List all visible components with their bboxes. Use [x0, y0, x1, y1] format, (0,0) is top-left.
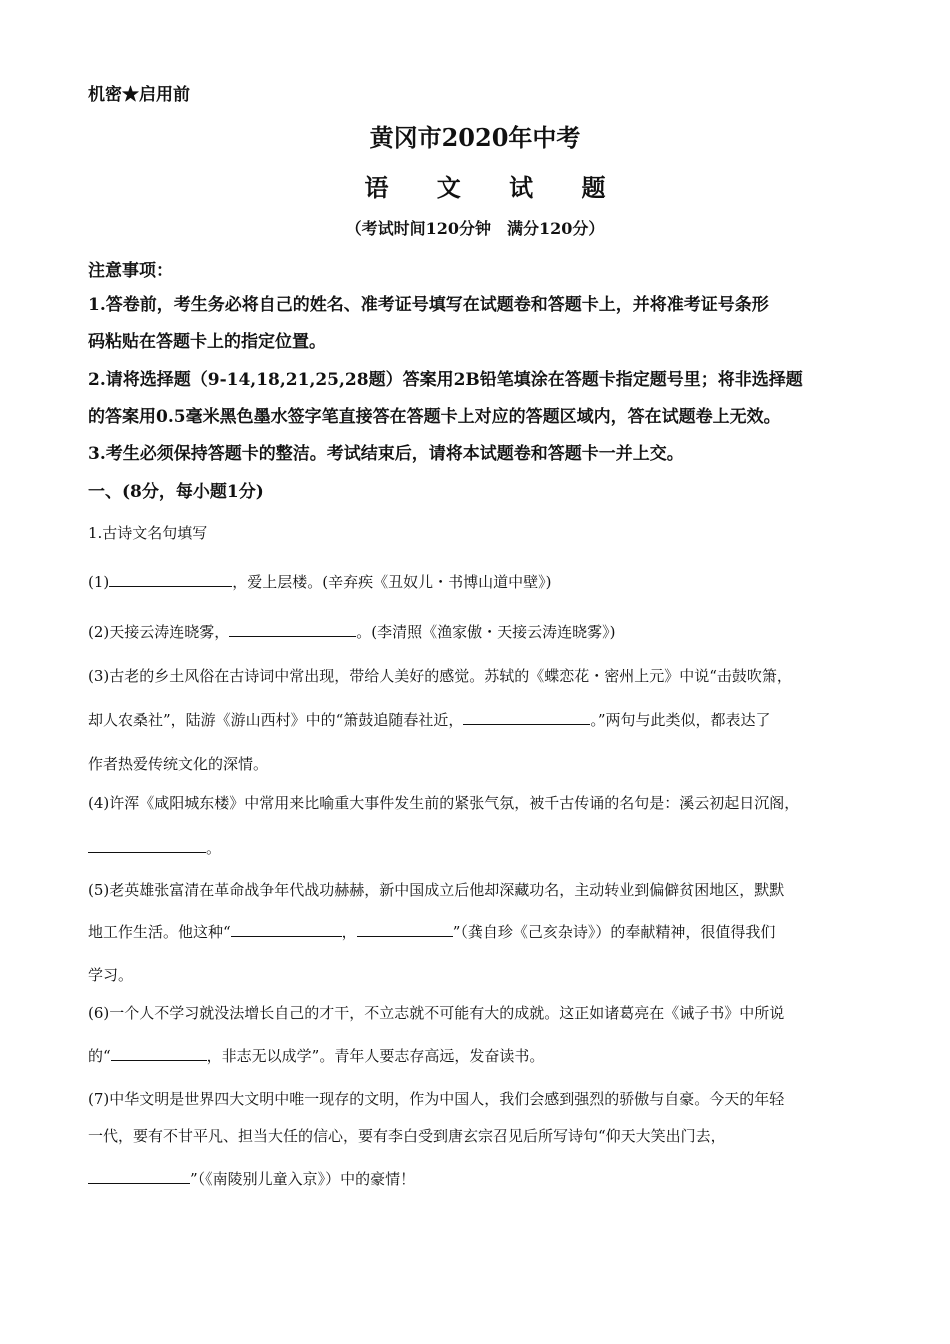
answer-blank[interactable]	[109, 570, 232, 587]
answer-blank[interactable]	[357, 920, 453, 937]
note-3: 3.考生必须保持答题卡的整洁。考试结束后，请将本试题卷和答题卡一并上交。	[88, 444, 684, 464]
question-1-6-line-1: (6)一个人不学习就没法增长自己的才干，不立志就不可能有大的成就。这正如诸葛亮在《诫子书》中所说	[88, 1004, 785, 1022]
q1-6-prefix: 的“	[88, 1047, 111, 1065]
note-2-line-1: 2.请将选择题（9-14,18,21,25,28题）答案用2B铅笔填涂在答题卡指定题号里；将非选择题	[88, 370, 803, 390]
section-heading: 一、(8分，每小题1分)	[88, 482, 264, 502]
notes-heading: 注意事项：	[88, 261, 173, 281]
question-1-1	[88, 570, 551, 594]
question-1-3-line-3: 作者热爱传统文化的深情。	[88, 755, 269, 773]
exam-info: （考试时间120分钟 满分120分）	[345, 219, 605, 238]
q1-5-suffix: ”（龚自珍《己亥杂诗》）的奉献精神，很值得我们	[452, 923, 776, 941]
note-2-line-2: 的答案用0.5毫米黑色墨水签字笔直接答在答题卡上对应的答题区域内，答在试题卷上无效。	[88, 407, 781, 427]
confidential-label: 机密★启用前	[88, 85, 190, 105]
q1-2-prefix: (2)天接云涛连晓雾，	[88, 623, 230, 641]
q1-4-suffix: 。	[206, 839, 222, 857]
question-1-7-line-2: 一代，要有不甘平凡、担当大任的信心，要有李白受到唐玄宗召见后所写诗句“仰天大笑出门去，	[88, 1127, 726, 1145]
answer-blank[interactable]	[229, 620, 356, 637]
answer-blank[interactable]	[88, 1167, 190, 1184]
q1-6-suffix: ，非志无以成学”。青年人要志存高远，发奋读书。	[206, 1047, 545, 1065]
q1-1-suffix: ，爱上层楼。(辛弃疾《丑奴儿・书博山道中壁》)	[232, 573, 552, 591]
note-1-line-1: 1.答卷前，考生务必将自己的姓名、准考证号填写在试题卷和答题卡上，并将准考证号条形	[88, 295, 769, 315]
question-1-3-line-2	[88, 708, 771, 732]
q1-3-prefix: 却人农桑社”，陆游《游山西村》中的“箫鼓追随春社近，	[88, 711, 464, 729]
q1-7-suffix: ”（《南陵别儿童入京》）中的豪情！	[190, 1170, 416, 1188]
note-1-line-2: 码粘贴在答题卡上的指定位置。	[88, 332, 326, 352]
q1-2-suffix: 。(李清照《渔家傲・天接云涛连晓雾》)	[356, 623, 616, 641]
q1-3-suffix: 。”两句与此类似，都表达了	[590, 711, 771, 729]
q1-5-prefix: 地工作生活。他这种“	[88, 923, 231, 941]
answer-blank[interactable]	[111, 1044, 207, 1061]
question-1-title: 1.古诗文名句填写	[88, 524, 208, 542]
question-1-4-line-1: (4)许浑《咸阳城东楼》中常用来比喻重大事件发生前的紧张气氛，被千古传诵的名句是：溪云初起日沉阁，	[88, 794, 800, 812]
question-1-2	[88, 620, 615, 644]
question-1-6-line-2	[88, 1044, 544, 1068]
question-1-4-line-2	[88, 836, 221, 860]
q1-5-comma: ，	[341, 923, 357, 941]
answer-blank[interactable]	[463, 708, 590, 725]
subject-title: 语 文 试 题	[364, 173, 626, 202]
answer-blank[interactable]	[88, 836, 206, 853]
q1-1-prefix: (1)	[88, 573, 110, 591]
question-1-5-line-2	[88, 920, 775, 944]
answer-blank[interactable]	[231, 920, 342, 937]
question-1-3-line-1: (3)古老的乡土风俗在古诗词中常出现，带给人美好的感觉。苏轼的《蝶恋花・密州上元》中说“击鼓吹箫，	[88, 667, 792, 685]
question-1-5-line-3: 学习。	[88, 966, 134, 984]
question-1-7-line-3	[88, 1167, 415, 1191]
exam-title: 黄冈市2020年中考	[369, 123, 581, 152]
question-1-7-line-1: (7)中华文明是世界四大文明中唯一现存的文明，作为中国人，我们会感到强烈的骄傲与自豪。今天的年轻	[88, 1090, 785, 1108]
question-1-5-line-1: (5)老英雄张富清在革命战争年代战功赫赫，新中国成立后他却深藏功名，主动转业到偏僻贫困地区，默默	[88, 881, 785, 899]
